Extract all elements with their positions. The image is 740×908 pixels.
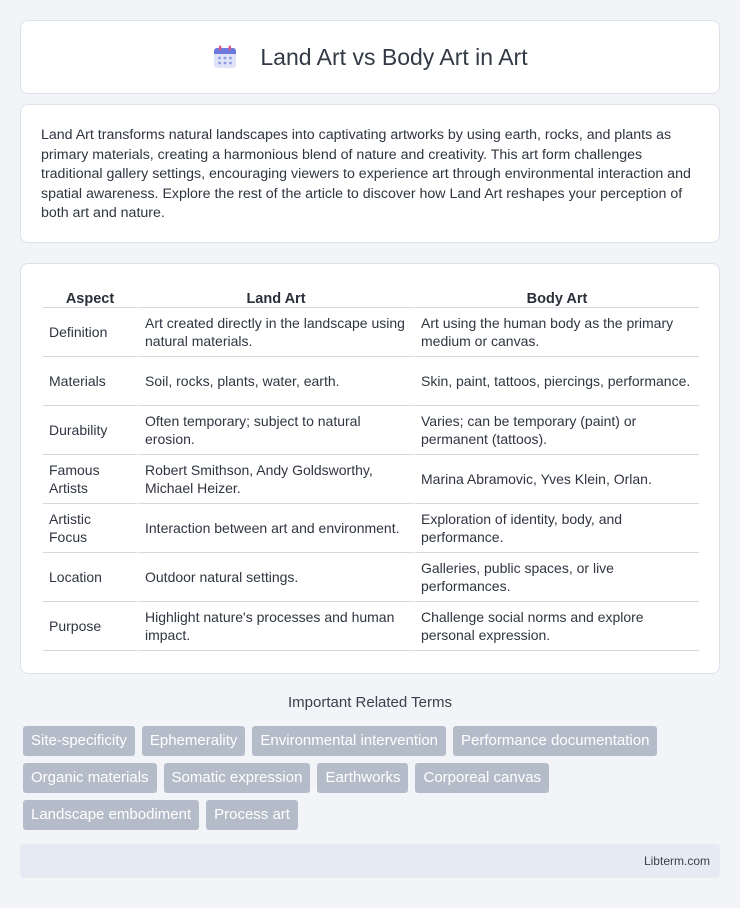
footer-site-link[interactable]: Libterm.com — [643, 854, 710, 868]
cell-aspect: Definition — [43, 308, 137, 357]
table-row — [43, 602, 699, 651]
term-tag[interactable]: Performance documentation — [453, 726, 657, 756]
term-tag[interactable]: Earthworks — [317, 763, 408, 793]
cell-aspect: Location — [43, 553, 137, 602]
cell-body-art: Exploration of identity, body, and performance. — [413, 504, 699, 553]
term-tag[interactable]: Environmental intervention — [252, 726, 446, 756]
cell-body-art: Challenge social norms and explore personal expression. — [413, 602, 699, 651]
table-row — [43, 455, 699, 504]
table-row — [43, 504, 699, 553]
term-tag[interactable]: Somatic expression — [164, 763, 311, 793]
cell-land-art: Robert Smithson, Andy Goldsworthy, Michael Heizer. — [137, 455, 413, 504]
cell-body-art: Art using the human body as the primary medium or canvas. — [413, 308, 699, 357]
title-card — [20, 20, 720, 94]
cell-body-art: Marina Abramovic, Yves Klein, Orlan. — [413, 455, 699, 504]
cell-land-art: Art created directly in the landscape using natural materials. — [137, 308, 413, 357]
related-terms-heading: Important Related Terms — [288, 694, 452, 711]
cell-land-art: Highlight nature's processes and human impact. — [137, 602, 413, 651]
table-header-row — [43, 284, 699, 308]
tag-row — [23, 800, 723, 830]
header-land-art: Land Art — [137, 284, 413, 308]
cell-land-art: Often temporary; subject to natural erosion. — [137, 406, 413, 455]
calendar-icon — [212, 44, 238, 70]
cell-land-art: Outdoor natural settings. — [137, 553, 413, 602]
header-aspect: Aspect — [43, 284, 137, 308]
comparison-card — [20, 263, 720, 674]
cell-aspect: Materials — [43, 357, 137, 406]
table-row — [43, 308, 699, 357]
cell-aspect: Famous Artists — [43, 455, 137, 504]
term-tag[interactable]: Landscape embodiment — [23, 800, 199, 830]
cell-body-art: Skin, paint, tattoos, piercings, performance. — [413, 357, 699, 406]
tag-row — [23, 763, 723, 793]
term-tag[interactable]: Corporeal canvas — [415, 763, 549, 793]
cell-aspect: Artistic Focus — [43, 504, 137, 553]
table-row — [43, 357, 699, 406]
cell-body-art: Galleries, public spaces, or live performances. — [413, 553, 699, 602]
intro-paragraph: Land Art transforms natural landscapes into captivating artworks by using earth, rocks, and plants as primary materials, creating a harmonious blend of nature and creativity. This art form challenges traditional gallery settings, encouraging viewers to experience art through environmental interaction and spatial awareness. Explore the rest of the article to discover how Land Art reshapes your perception of both art and nature. — [41, 127, 691, 222]
related-terms-list — [23, 726, 723, 837]
tag-row — [23, 726, 723, 756]
term-tag[interactable]: Process art — [206, 800, 298, 830]
header-body-art: Body Art — [413, 284, 699, 308]
table-row — [43, 553, 699, 602]
term-tag[interactable]: Ephemerality — [142, 726, 246, 756]
term-tag[interactable]: Site-specificity — [23, 726, 135, 756]
table-row — [43, 406, 699, 455]
cell-body-art: Varies; can be temporary (paint) or permanent (tattoos). — [413, 406, 699, 455]
cell-aspect: Purpose — [43, 602, 137, 651]
term-tag[interactable]: Organic materials — [23, 763, 157, 793]
cell-aspect: Durability — [43, 406, 137, 455]
intro-card — [20, 104, 720, 243]
page-title: Land Art vs Body Art in Art — [260, 43, 528, 70]
footer — [20, 844, 720, 878]
cell-land-art: Interaction between art and environment. — [137, 504, 413, 553]
cell-land-art: Soil, rocks, plants, water, earth. — [137, 357, 413, 406]
comparison-table — [43, 284, 699, 651]
